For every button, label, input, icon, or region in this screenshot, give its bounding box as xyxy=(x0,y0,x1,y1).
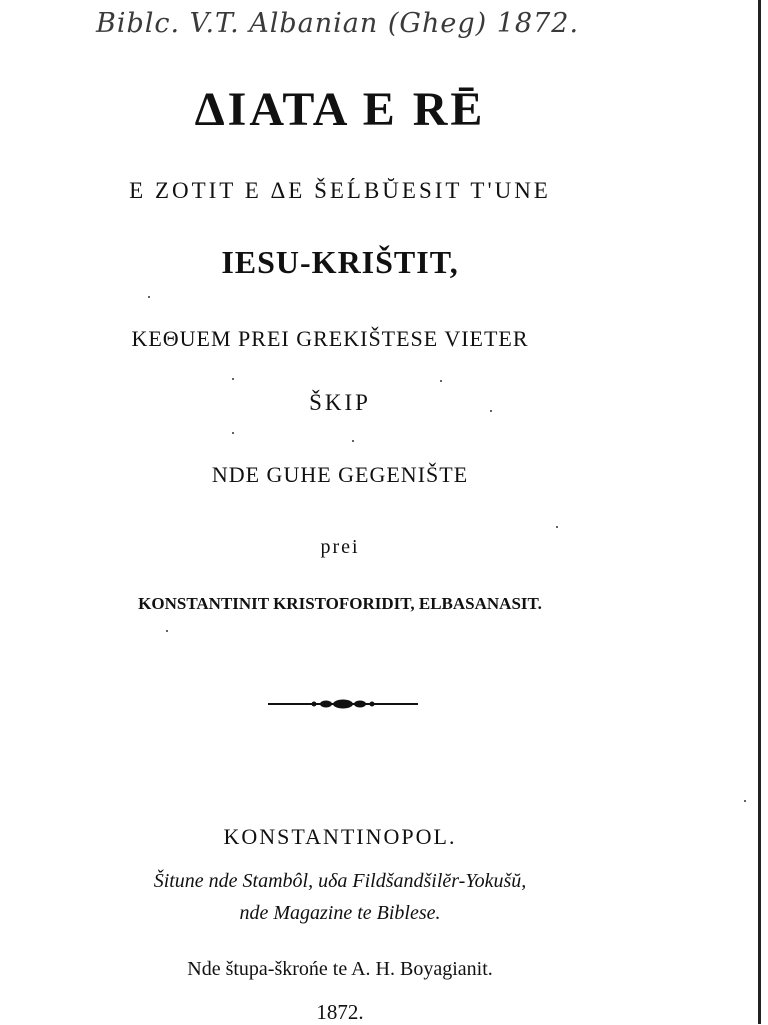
page-edge-line xyxy=(758,0,761,1024)
translator-name: KONSTANTINIT KRISTOFORIDIT, ELBASANASIT. xyxy=(138,594,542,613)
imprint-sold-at-line-2: nde Magazine te Biblese. xyxy=(239,902,441,924)
subtitle-line-1: E ZOTIT E ΔE ŠEĹBŬESIT T'UNE xyxy=(129,178,551,203)
subtitle-line-2: IESU-KRIŠTIT, xyxy=(221,244,459,280)
scan-speck xyxy=(166,630,168,632)
scan-speck xyxy=(744,800,746,802)
by-word: prei xyxy=(320,536,360,558)
scan-speck xyxy=(148,296,150,298)
imprint-sold-at-line-1: Šitune nde Stambôl, uδa Fildšandšilĕr-Yokušŭ, xyxy=(153,870,527,892)
scan-speck xyxy=(440,380,442,382)
handwritten-catalog-note: Biblc. V.T. Albanian (Gheg) 1872. xyxy=(96,8,580,39)
dialect-line: NDE GUHE GEGENIŠTE xyxy=(211,462,469,487)
language-line: ŠKIP xyxy=(309,390,371,415)
imprint-year: 1872. xyxy=(316,1000,364,1024)
scan-speck xyxy=(490,410,492,412)
scan-speck xyxy=(556,526,558,528)
scan-speck xyxy=(232,432,234,434)
translation-line: KEΘUEM PREI GREKIŠTESE VIETER xyxy=(131,326,529,351)
decorative-rule-ornament xyxy=(268,696,418,712)
scan-speck xyxy=(232,378,234,380)
scan-speck xyxy=(352,440,354,442)
imprint-printer: Nde štupa-škrońe te A. H. Boyagianit. xyxy=(187,958,493,980)
book-title: ΔΙΑΤΑ Ε RĒ xyxy=(194,83,486,136)
imprint-city: KONSTANTINOPOL. xyxy=(223,824,457,849)
